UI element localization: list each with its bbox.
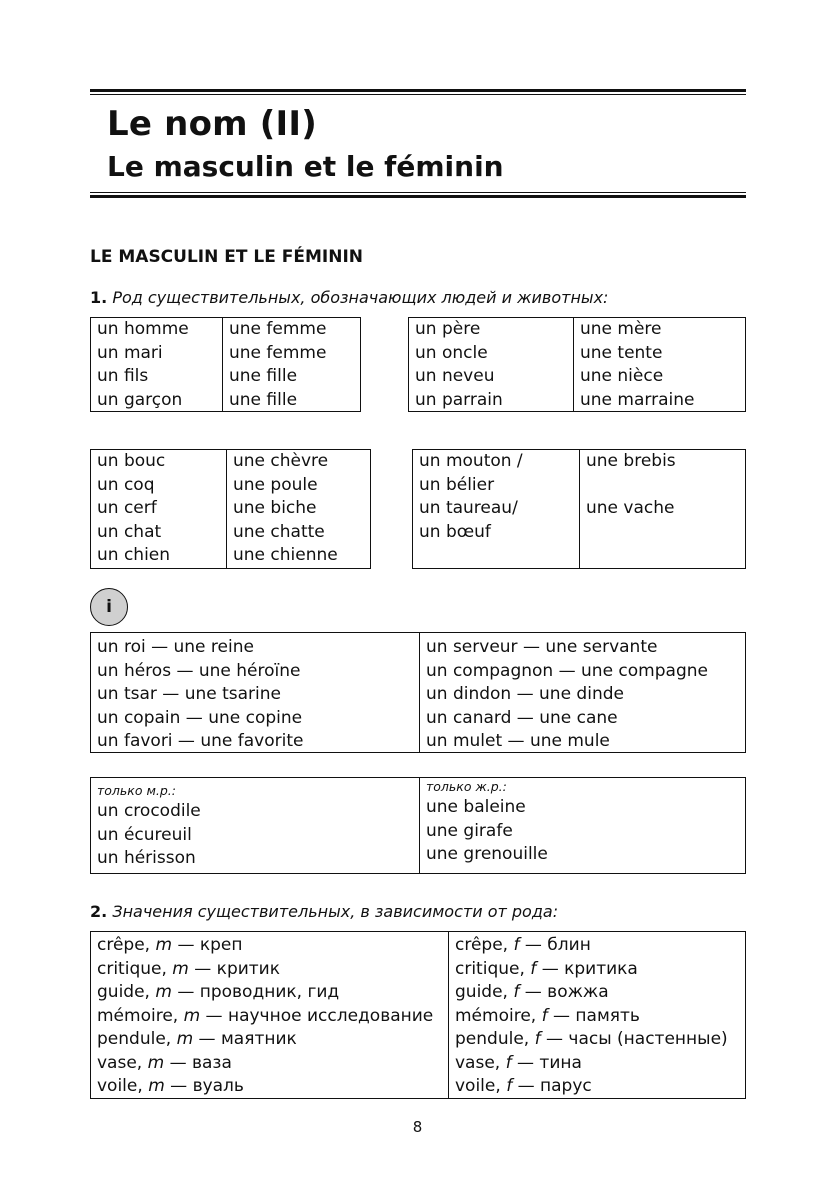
list-item: une fille bbox=[229, 389, 298, 410]
list-item: un écureuil bbox=[97, 824, 192, 845]
header-rule-bottom-thick bbox=[90, 195, 746, 198]
list-item: une chèvre bbox=[233, 451, 329, 471]
list-item: un taureau/ bbox=[419, 498, 518, 518]
table-row: critique, f — критика bbox=[455, 958, 638, 979]
table-people-a-fem bbox=[222, 318, 360, 411]
list-item: un mari bbox=[97, 342, 163, 363]
meaning: критика bbox=[564, 958, 638, 979]
meaning: тина bbox=[539, 1052, 582, 1073]
exercise2-text: Значения существительных, в зависимости от рода: bbox=[112, 902, 559, 921]
list-item: un homme bbox=[97, 319, 189, 339]
list-item: une mère bbox=[580, 319, 662, 339]
list-item: un dindon — une dinde bbox=[426, 684, 624, 704]
table-pairs-left bbox=[91, 633, 419, 752]
table-row: guide, f — вожжа bbox=[455, 982, 609, 1002]
list-item: un mouton / bbox=[419, 451, 523, 471]
meaning: память bbox=[575, 1005, 640, 1026]
table-animals-b bbox=[412, 449, 746, 569]
meaning: парус bbox=[540, 1076, 592, 1096]
word: critique bbox=[455, 958, 520, 979]
list-item: une nièce bbox=[580, 366, 664, 386]
word: pendule bbox=[455, 1029, 524, 1049]
table-row: vase, m — ваза bbox=[97, 1052, 232, 1073]
list-item: une biche bbox=[233, 498, 317, 518]
meaning: критик bbox=[216, 958, 280, 979]
table-animals-b-masc bbox=[413, 450, 579, 568]
page-title: Le nom (II) bbox=[107, 104, 317, 144]
list-item: un serveur — une servante bbox=[426, 637, 658, 657]
word: pendule bbox=[97, 1029, 166, 1049]
table-only-fem bbox=[419, 778, 745, 873]
table-row: pendule, m — маятник bbox=[97, 1029, 297, 1049]
table-pairs-right bbox=[419, 633, 745, 752]
header-rule-top-thin bbox=[90, 94, 746, 95]
gender-marker: m bbox=[147, 1052, 165, 1073]
gender-marker: f bbox=[534, 1029, 541, 1049]
meaning: ваза bbox=[191, 1052, 232, 1073]
list-item: un favori — une favorite bbox=[97, 731, 304, 751]
list-item: un tsar — une tsarine bbox=[97, 684, 281, 704]
table-row: vase, f — тина bbox=[455, 1052, 582, 1073]
word: vase bbox=[97, 1052, 137, 1073]
gender-marker: m bbox=[155, 982, 172, 1002]
table-row: guide, m — проводник, гид bbox=[97, 982, 340, 1002]
list-item: un garçon bbox=[97, 389, 183, 410]
list-item: un coq bbox=[97, 474, 155, 495]
word: crêpe bbox=[455, 935, 503, 955]
list-item: un bélier bbox=[419, 474, 495, 495]
list-item: un neveu bbox=[415, 366, 495, 386]
word: guide bbox=[97, 982, 145, 1002]
word: mémoire bbox=[97, 1005, 173, 1026]
list-item: une grenouille bbox=[426, 844, 548, 864]
meaning: проводник, гид bbox=[199, 982, 340, 1002]
list-item: un chat bbox=[97, 521, 162, 542]
table-row: critique, m — критик bbox=[97, 958, 280, 979]
list-item: un oncle bbox=[415, 342, 488, 363]
meaning: маятник bbox=[220, 1029, 297, 1049]
table-animals-a bbox=[90, 449, 371, 569]
exercise1-text: Род существительных, обозначающих людей и животных: bbox=[112, 288, 609, 307]
list-item: une marraine bbox=[580, 389, 695, 410]
list-item: un hérisson bbox=[97, 848, 196, 868]
table-animals-b-fem bbox=[579, 450, 745, 568]
word: crêpe bbox=[97, 935, 145, 955]
table-row: mémoire, m — научное исследование bbox=[97, 1005, 434, 1026]
list-item: un canard — une cane bbox=[426, 707, 618, 728]
word: critique bbox=[97, 958, 162, 979]
table-meanings-fem bbox=[448, 932, 745, 1098]
list-item: un cerf bbox=[97, 498, 157, 518]
list-item: une tente bbox=[580, 342, 663, 363]
list-item: une chienne bbox=[233, 545, 338, 565]
table-only-gender bbox=[90, 777, 746, 874]
list-item: une femme bbox=[229, 319, 327, 339]
exercise1-instruction bbox=[90, 288, 608, 307]
list-item: une fille bbox=[229, 366, 298, 386]
table-row: crêpe, m — креп bbox=[97, 935, 243, 955]
gender-marker: m bbox=[148, 1076, 165, 1096]
list-item: un mulet — une mule bbox=[426, 731, 610, 751]
list-item: un bouc bbox=[97, 451, 166, 471]
gender-marker: f bbox=[541, 1005, 548, 1026]
only-masc-label: только м.р.: bbox=[97, 783, 176, 798]
list-item: une baleine bbox=[426, 797, 526, 817]
header-rule-bottom-thin bbox=[90, 192, 746, 193]
list-item: un copain — une copine bbox=[97, 707, 303, 728]
table-people-b-fem bbox=[573, 318, 745, 411]
section-title: LE MASCULIN ET LE FÉMININ bbox=[90, 247, 364, 267]
list-item: une poule bbox=[233, 474, 318, 495]
table-people-b bbox=[408, 317, 746, 412]
table-people-a bbox=[90, 317, 361, 412]
info-icon: i bbox=[90, 588, 128, 626]
list-item: un crocodile bbox=[97, 801, 201, 821]
list-item: une chatte bbox=[233, 521, 325, 542]
only-fem-label: только ж.р.: bbox=[426, 779, 507, 794]
table-meanings-masc bbox=[91, 932, 448, 1098]
table-row: pendule, f — часы (настенные) bbox=[455, 1029, 728, 1049]
table-animals-a-fem bbox=[226, 450, 370, 568]
meaning: часы (настенные) bbox=[568, 1029, 728, 1049]
exercise2-number: 2. bbox=[90, 902, 108, 921]
page-subtitle: Le masculin et le féminin bbox=[107, 150, 504, 183]
list-item: un bœuf bbox=[419, 521, 491, 542]
list-item: une vache bbox=[586, 498, 675, 518]
list-item: un compagnon — une compagne bbox=[426, 660, 708, 681]
gender-marker: m bbox=[155, 935, 173, 955]
word: vase bbox=[455, 1052, 495, 1073]
list-item: une femme bbox=[229, 342, 327, 363]
table-people-b-masc bbox=[409, 318, 573, 411]
word: voile bbox=[455, 1076, 496, 1096]
gender-marker: m bbox=[176, 1029, 194, 1049]
gender-marker: f bbox=[530, 958, 537, 979]
table-only-masc bbox=[91, 778, 419, 873]
word: guide bbox=[455, 982, 503, 1002]
meaning: вожжа bbox=[547, 982, 609, 1002]
gender-marker: f bbox=[505, 1052, 512, 1073]
exercise2-instruction bbox=[90, 902, 558, 921]
list-item: une brebis bbox=[586, 451, 676, 471]
list-item: un héros — une héroïne bbox=[97, 660, 301, 681]
page-number: 8 bbox=[412, 1118, 423, 1136]
header-rule-top-thick bbox=[90, 89, 746, 92]
word: voile bbox=[97, 1076, 138, 1096]
gender-marker: f bbox=[513, 982, 520, 1002]
table-animals-a-masc bbox=[91, 450, 226, 568]
meaning: вуаль bbox=[192, 1076, 244, 1096]
list-item: un fils bbox=[97, 366, 149, 386]
exercise1-number: 1. bbox=[90, 288, 108, 307]
list-item: un roi — une reine bbox=[97, 637, 254, 657]
meaning: креп bbox=[199, 935, 243, 955]
table-row: voile, f — парус bbox=[455, 1076, 592, 1096]
list-item: une girafe bbox=[426, 820, 513, 841]
list-item bbox=[586, 474, 745, 498]
gender-marker: f bbox=[506, 1076, 513, 1096]
list-item: un père bbox=[415, 319, 481, 339]
table-pairs bbox=[90, 632, 746, 753]
meaning: научное исследование bbox=[227, 1005, 434, 1026]
table-row: mémoire, f — память bbox=[455, 1005, 640, 1026]
table-people-a-masc bbox=[91, 318, 222, 411]
meaning: блин bbox=[547, 935, 591, 955]
table-meanings bbox=[90, 931, 746, 1099]
gender-marker: m bbox=[183, 1005, 201, 1026]
gender-marker: m bbox=[172, 958, 189, 979]
table-row: voile, m — вуаль bbox=[97, 1076, 244, 1096]
gender-marker: f bbox=[513, 935, 520, 955]
list-item: un chien bbox=[97, 545, 171, 565]
list-item: un parrain bbox=[415, 389, 503, 410]
table-row: crêpe, f — блин bbox=[455, 935, 591, 955]
word: mémoire bbox=[455, 1005, 531, 1026]
